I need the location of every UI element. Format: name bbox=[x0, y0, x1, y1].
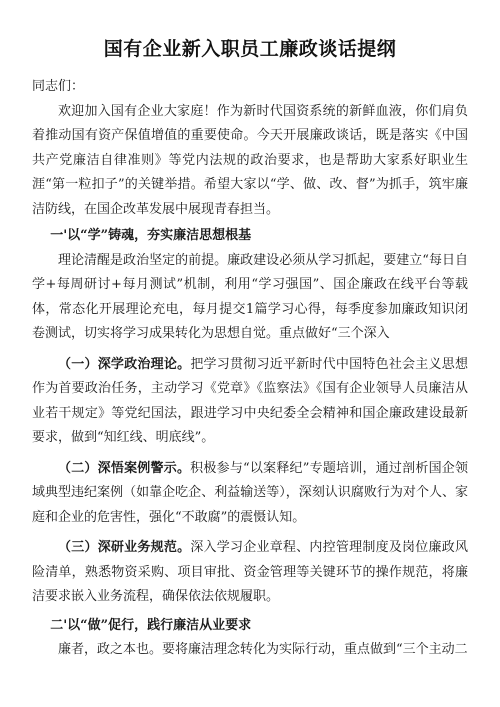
section-1-body: 理论清醒是政治坚定的前提。廉政建设必须从学习抓起，要建立“每日自学+每周研讨+每月测试”机制，利用“学习强国”、国企廉政在线平台等载体，常态化开展理论充电，每月提交1篇学习心得，每季度参加廉政知识闭卷测试，切实将学习成果转化为思想自觉。重点做好“三个深入 bbox=[32, 252, 468, 341]
section-2-body: 廉者，政之本也。要将廉洁理念转化为实际行动，重点做到“三个主动二 bbox=[58, 642, 468, 657]
intro-paragraph: 欢迎加入国有企业大家庭！作为新时代国资系统的新鲜血液，你们肩负着推动国有资产保值增值的重要使命。今天开展廉政谈话，既是落实《中国共产党廉洁自律准则》等党内法规的政治要求，也是帮助大家系好职业生涯“第一粒扣子”的关键举措。希望大家以“学、做、改、督”为抓手，筑牢廉洁防线，在国企改革发展中展现青春担当。 bbox=[32, 103, 468, 217]
section-1-heading: 一'以“学”铸魂，夯实廉洁思想根基 bbox=[50, 228, 252, 243]
item-text: 把学习贯彻习近平新时代中国特色社会主义思想作为首要政治任务，主动学习《党章》《监察法》《国有企业领导人员廉洁从业若干规定》等党纪国法，跟进学习中央纪委全会精神和国企廉政建设最新要求，做到“知红线、明底线”。 bbox=[32, 356, 468, 445]
item-label: （一）深学政治理论。 bbox=[58, 356, 191, 372]
item-label: （三）深研业务规范。 bbox=[58, 540, 191, 555]
document-title: 国有企业新入职员工廉政谈话提纲 bbox=[103, 38, 397, 60]
section-1-item-3 bbox=[32, 536, 468, 610]
section-2-heading: 二'以“做”促行，践行廉洁从业要求 bbox=[50, 617, 252, 633]
section-1-item-2 bbox=[32, 457, 468, 531]
item-text: 深入学习企业章程、内控管理制度及岗位廉政风险清单，熟悉物资采购、项目审批、资金管理等关键环节的操作规范，将廉洁要求嵌入业务流程，确保依法依规履职。 bbox=[32, 540, 468, 604]
item-label: （二）深悟案例警示。 bbox=[58, 460, 191, 476]
item-text: 积极参与“以案释纪”专题培训，通过剖析国企领域典型违纪案例（如靠企吃企、利益输送等），深刻认识腐败行为对个人、家庭和企业的危害性，强化“不敢腐”的震慑认知。 bbox=[32, 460, 468, 525]
section-1-item-1 bbox=[32, 353, 468, 451]
salutation: 同志们： bbox=[32, 79, 85, 94]
